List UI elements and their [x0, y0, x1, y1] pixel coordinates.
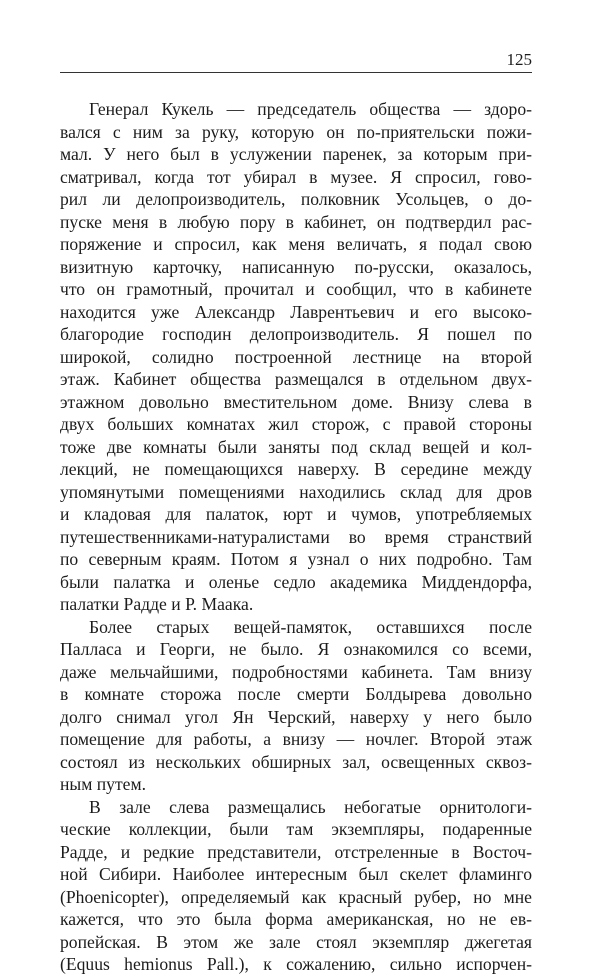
text-line: Генерал Кукель — председатель общества — здоро-	[89, 99, 532, 119]
text-line: Более старых вещей-памяток, оставшихся после	[89, 616, 532, 637]
text-line: лекций, не помещающихся наверху. В середине между	[60, 459, 532, 479]
text-line: Радде, и редкие представители, отстреленные в Восточ-	[60, 841, 532, 862]
text-line: поряжение и спросил, как меня величать, я подал свою	[60, 234, 532, 254]
text-line: благородие господин делопроизводитель. Я пошел по	[60, 324, 532, 344]
paragraph-1	[60, 98, 532, 616]
text-line: кажется, что это была форма американская, но не ев-	[60, 909, 532, 929]
text-line: вался с ним за руку, которую он по-приятельски пожи-	[60, 121, 532, 142]
text-line: сматривал, когда тот убирал в музее. Я спросил, гово-	[60, 166, 532, 187]
text-line: упомянутыми помещениями находились склад для дров	[60, 481, 532, 502]
text-line: в комнате сторожа после смерти Болдырева довольно	[60, 684, 532, 704]
text-line: что он грамотный, прочитал и сообщил, что в кабинете	[60, 279, 532, 299]
header-rule	[60, 72, 532, 73]
text-line: этаж. Кабинет общества размещался в отдельном двух-	[60, 369, 532, 389]
text-line: В зале слева размещались небогатые орнитологи-	[89, 796, 532, 817]
text-line: по северным краям. Потом я узнал о них подробно. Там	[60, 549, 532, 569]
text-line: даже мельчайшими, подробностями кабинета. Там внизу	[60, 661, 532, 682]
text-line: и кладовая для палаток, юрт и чумов, употребляемых	[60, 504, 532, 524]
text-line: ропейская. В этом же зале стоял экземпляр джегетая	[60, 931, 532, 952]
text-line: путешественниками-натуралистами во время странствий	[60, 526, 532, 547]
body-text	[60, 98, 532, 976]
text-line: были палатка и оленье седло академика Миддендорфа,	[60, 571, 532, 592]
page-number: 125	[506, 50, 532, 69]
text-line: ной Сибири. Наиболее интересным был скелет фламинго	[60, 864, 532, 884]
text-line: ным путем.	[60, 774, 147, 794]
text-line: долго снимал угол Ян Черский, наверху у него было	[60, 706, 532, 727]
text-line: палатки Радде и Р. Маака.	[60, 594, 254, 614]
text-line: этажном довольно вместительном доме. Внизу слева в	[60, 391, 532, 412]
text-line: находится уже Александр Лаврентьевич и его высоко-	[60, 301, 532, 322]
text-line: Палласа и Георги, не было. Я ознакомился со всеми,	[60, 639, 532, 659]
running-header	[60, 48, 532, 74]
paragraph-2	[60, 616, 532, 796]
text-line: (Phoenicopter), определяемый как красный рубер, но мне	[60, 886, 532, 907]
text-line: ческие коллекции, были там экземпляры, подаренные	[60, 819, 532, 839]
text-line: рил ли делопроизводитель, полковник Усольцев, о до-	[60, 189, 532, 209]
text-line: визитную карточку, написанную по-русски, оказалось,	[60, 256, 532, 277]
text-line: пуске меня в любую пору в кабинет, он подтвердил рас-	[60, 211, 532, 232]
text-line: широкой, солидно построенной лестнице на второй	[60, 346, 532, 367]
text-line: тоже две комнаты были заняты под склад вещей и кол-	[60, 436, 532, 457]
text-line: состоял из нескольких обширных зал, освещенных сквоз-	[60, 751, 532, 772]
paragraph-3	[60, 796, 532, 976]
text-line: (Equus hemionus Pall.), к сожалению, сильно испорчен-	[60, 954, 532, 974]
text-line: помещение для работы, а внизу — ночлег. Второй этаж	[60, 729, 532, 749]
text-line: двух больших комнатах жил сторож, с правой стороны	[60, 414, 532, 434]
text-line: мал. У него был в услужении паренек, за которым при-	[60, 144, 532, 164]
